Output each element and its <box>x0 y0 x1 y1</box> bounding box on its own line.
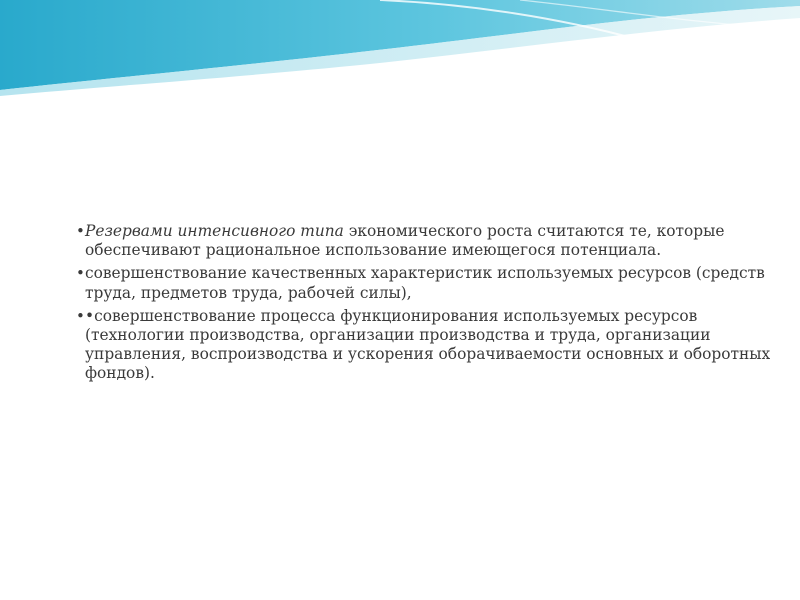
bullet-3-text: •совершенствование процесса функционирования используемых ресурсов (технологии производства, организации производства и труда, организации управления, воспроизводства и ускорения оборачиваемости основных и оборотных фондов). <box>85 306 771 383</box>
bullet-marker: • <box>76 306 85 325</box>
bullet-list <box>76 222 788 388</box>
bullet-item-2 <box>76 264 788 302</box>
bullet-1-italic-lead: Резервами интенсивного типа <box>85 222 344 240</box>
bullet-1-text: экономического роста считаются те, которые обеспечивают рациональное использование имеющегося потенциала. <box>85 222 725 260</box>
wave-main <box>0 0 800 90</box>
header-wave-decoration <box>0 0 800 100</box>
bullet-item-3 <box>76 307 788 384</box>
bullet-item-1 <box>76 222 788 260</box>
bullet-marker: • <box>76 264 85 283</box>
bullet-marker: • <box>76 222 85 240</box>
bullet-2-text: совершенствование качественных характеристик используемых ресурсов (средств труда, предметов труда, рабочей силы), <box>85 264 765 302</box>
